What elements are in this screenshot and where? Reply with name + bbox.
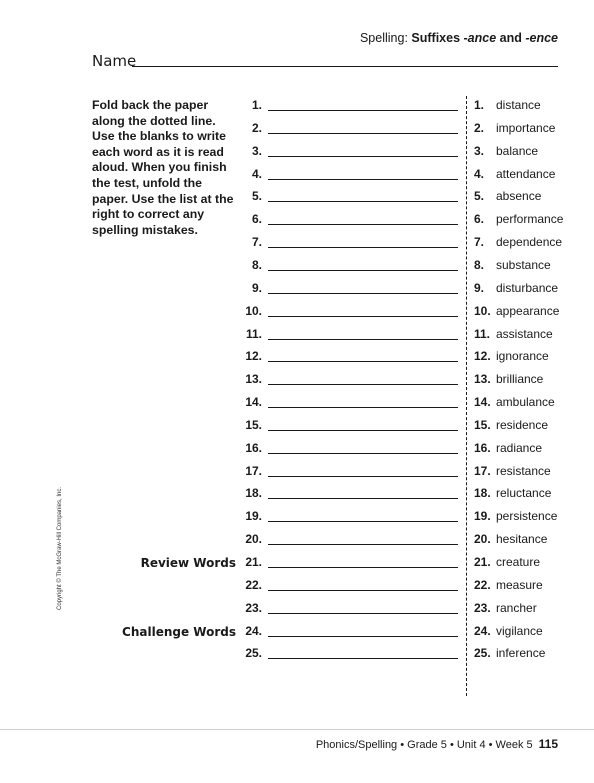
answer-number: 11.: [474, 326, 491, 341]
test-item-number: 14.: [245, 395, 262, 410]
fold-line: [466, 96, 467, 696]
answer-number: 16.: [474, 440, 491, 455]
test-item-number: 11.: [245, 326, 262, 341]
header-suffix-ence: -ence: [525, 31, 558, 45]
answer-number: 17.: [474, 463, 491, 478]
answer-blank[interactable]: [268, 293, 458, 294]
answer-number: 13.: [474, 372, 491, 387]
answer-blank[interactable]: [268, 361, 458, 362]
answer-number: 8.: [474, 257, 485, 272]
test-item-number: 5.: [251, 189, 262, 204]
answer-number: 23.: [474, 600, 491, 615]
spelling-word: hesitance: [496, 532, 548, 547]
test-item-number: 7.: [251, 235, 262, 250]
answer-number: 7.: [474, 235, 485, 250]
spelling-word: balance: [496, 143, 539, 158]
answer-number: 9.: [474, 280, 485, 295]
test-item-number: 13.: [245, 372, 262, 387]
test-item-number: 17.: [245, 463, 262, 478]
test-item-number: 4.: [251, 166, 262, 181]
test-item-number: 1.: [251, 98, 262, 112]
spelling-word: creature: [496, 555, 541, 569]
spelling-word: measure: [496, 577, 543, 592]
spelling-word: assistance: [496, 326, 553, 341]
answer-number: 3.: [474, 143, 485, 158]
spelling-word: ambulance: [496, 395, 555, 410]
test-item-number: 12.: [245, 349, 262, 364]
header-topic: Suffixes: [411, 31, 464, 45]
answer-blank[interactable]: [268, 590, 458, 591]
answer-number: 18.: [474, 486, 491, 501]
answer-number: 12.: [474, 349, 491, 364]
header-and: and: [496, 31, 526, 45]
answer-blank[interactable]: [268, 476, 458, 477]
answer-blank[interactable]: [268, 521, 458, 522]
answer-blank[interactable]: [268, 270, 458, 271]
test-item-number: 9.: [251, 280, 262, 295]
answer-number: 24.: [474, 623, 491, 638]
answer-blank[interactable]: [268, 453, 458, 454]
page-number: 115: [538, 737, 558, 751]
answer-number: 4.: [474, 166, 485, 181]
spelling-word: radiance: [496, 440, 543, 455]
spelling-word: absence: [496, 189, 542, 204]
test-item-number: 20.: [245, 532, 262, 547]
answer-blank[interactable]: [268, 339, 458, 340]
answer-blank[interactable]: [268, 247, 458, 248]
spelling-word: substance: [496, 257, 551, 272]
answer-blank[interactable]: [268, 544, 458, 545]
test-item-number: 23.: [245, 600, 262, 615]
footer-divider: [0, 729, 594, 730]
answer-number: 5.: [474, 189, 485, 204]
answer-number: 2.: [474, 120, 485, 135]
answer-number: 6.: [474, 212, 485, 227]
answer-blank[interactable]: [268, 567, 458, 568]
test-item-number: 19.: [245, 509, 262, 524]
test-item-number: 21.: [245, 555, 262, 569]
answer-number: 25.: [474, 646, 491, 661]
copyright-notice: Copyright © The McGraw-Hill Companies, Inc.: [57, 486, 63, 610]
header-suffix-ance: -ance: [463, 31, 497, 45]
instructions: Fold back the paper along the dotted line. Use the blanks to write each word as it is read aloud. When you finish the test, unfold the paper. Use the list at the right to correct any spelling mistakes.: [92, 98, 234, 237]
answer-number: 1.: [474, 98, 485, 112]
answer-blank[interactable]: [268, 133, 458, 134]
answer-blank[interactable]: [268, 498, 458, 499]
test-item-number: 18.: [245, 486, 262, 501]
answer-blank[interactable]: [268, 407, 458, 408]
page-header: [360, 31, 558, 45]
challenge-words-label: Challenge Words: [122, 625, 236, 639]
spelling-word: reluctance: [496, 486, 552, 501]
test-item-number: 25.: [245, 646, 262, 661]
footer-text: Phonics/Spelling • Grade 5 • Unit 4 • Week 5: [315, 739, 533, 751]
answer-number: 10.: [474, 303, 491, 318]
answer-blank[interactable]: [268, 613, 458, 614]
test-item-number: 6.: [251, 212, 262, 227]
spelling-word: ignorance: [496, 349, 549, 364]
answer-number: 20.: [474, 532, 491, 547]
test-item-number: 3.: [251, 143, 262, 158]
test-item-number: 2.: [251, 120, 262, 135]
test-item-number: 10.: [245, 303, 262, 318]
spelling-word: appearance: [496, 303, 560, 318]
spelling-word: resistance: [496, 463, 551, 478]
spelling-word: performance: [496, 212, 564, 227]
spelling-word: persistence: [496, 509, 558, 524]
spelling-word: attendance: [496, 166, 556, 181]
answer-blank[interactable]: [268, 201, 458, 202]
name-field[interactable]: [132, 66, 558, 67]
answer-blank[interactable]: [268, 636, 458, 637]
spelling-word: vigilance: [496, 623, 543, 638]
test-item-number: 15.: [245, 417, 262, 432]
test-item-number: 16.: [245, 440, 262, 455]
answer-number: 21.: [474, 555, 491, 569]
spelling-word: brilliance: [496, 372, 544, 387]
test-item-number: 22.: [245, 577, 262, 592]
name-label: Name: [92, 52, 137, 70]
spelling-word: rancher: [496, 600, 537, 615]
spelling-word: disturbance: [496, 280, 559, 295]
answer-blank[interactable]: [268, 156, 458, 157]
spelling-word: inference: [496, 646, 546, 661]
spelling-word: residence: [496, 417, 549, 432]
answer-blank[interactable]: [268, 316, 458, 317]
answer-blank[interactable]: [268, 430, 458, 431]
answer-number: 19.: [474, 509, 491, 524]
answer-blank[interactable]: [268, 110, 458, 111]
header-prefix: Spelling:: [359, 31, 412, 45]
answer-number: 14.: [474, 395, 491, 410]
spelling-word: distance: [496, 98, 541, 112]
spelling-word: importance: [496, 120, 556, 135]
answer-blank[interactable]: [268, 658, 458, 659]
answer-blank[interactable]: [268, 179, 458, 180]
test-item-number: 8.: [251, 257, 262, 272]
test-item-number: 24.: [245, 623, 262, 638]
answer-blank[interactable]: [268, 384, 458, 385]
spelling-word: dependence: [496, 235, 563, 250]
review-words-label: Review Words: [140, 556, 236, 570]
page-footer: [316, 737, 558, 751]
answer-number: 15.: [474, 417, 491, 432]
answer-blank[interactable]: [268, 224, 458, 225]
answer-number: 22.: [474, 577, 491, 592]
